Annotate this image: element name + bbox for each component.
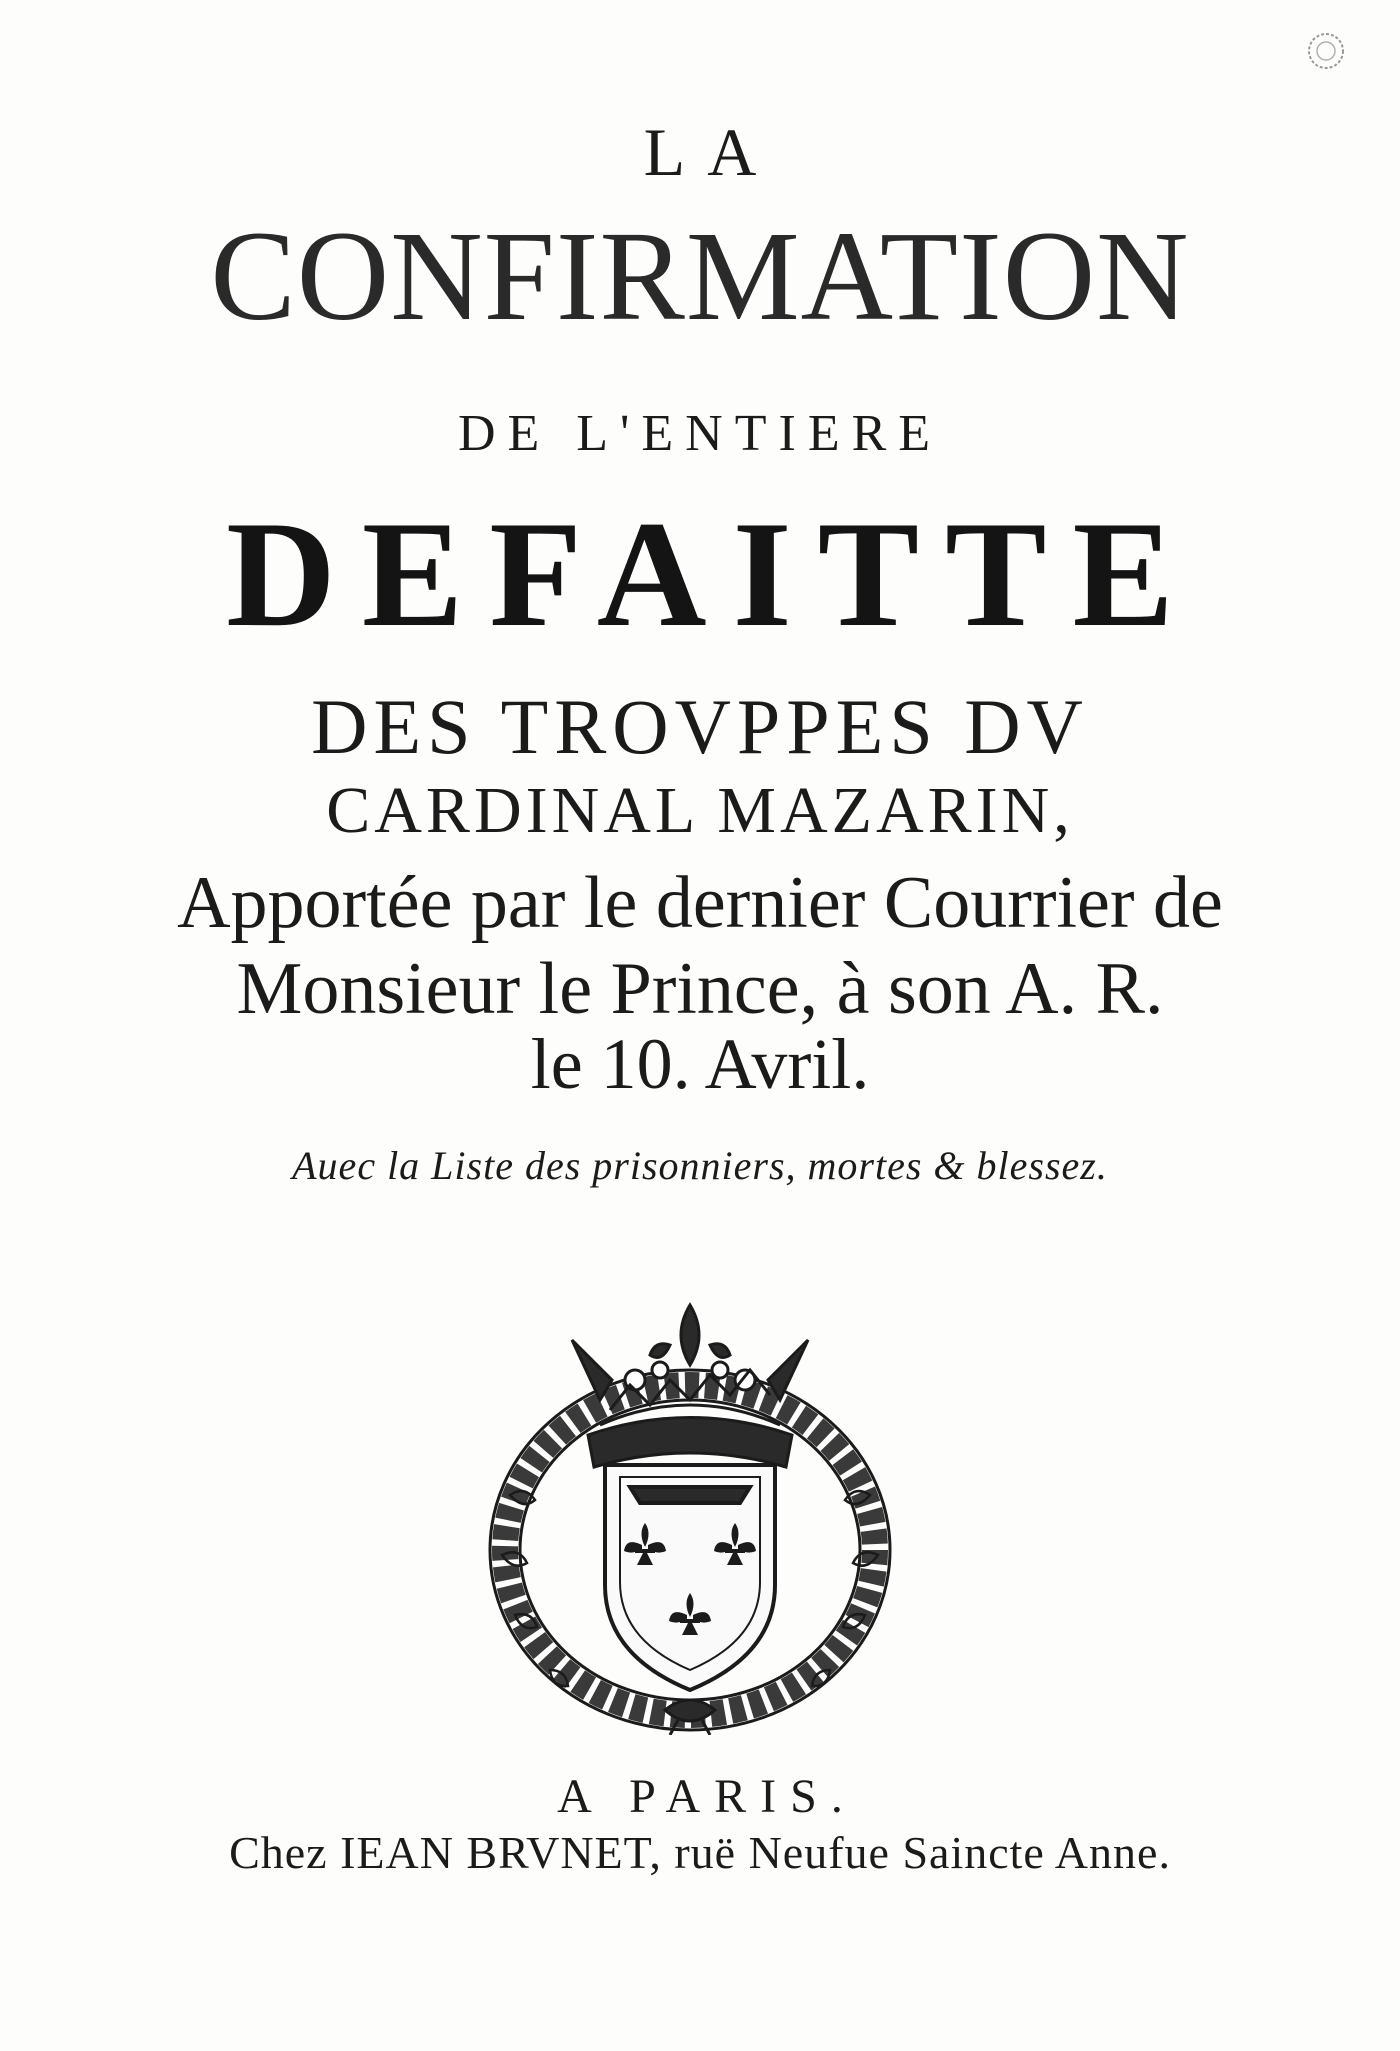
title-monsieur-line: Monsieur le Prince, à son A. R. xyxy=(236,948,1164,1030)
imprint-city: A PARIS. xyxy=(557,1770,857,1823)
title-de-lentiere: DE L'ENTIERE xyxy=(457,405,943,462)
title-date-line: le 10. Avril. xyxy=(530,1024,870,1104)
royal-coat-of-arms-icon xyxy=(440,1265,940,1735)
imprint-printer: Chez IEAN BRVNET, ruë Neufue Saincte Anne. xyxy=(229,1827,1171,1878)
title-cardinal-mazarin: CARDINAL MAZARIN, xyxy=(326,774,1074,847)
title-des-troupes: DES TROVPPES DV xyxy=(311,683,1089,770)
library-stamp-icon xyxy=(1305,30,1347,72)
title-apportee-line: Apportée par le dernier Courrier de xyxy=(177,862,1223,944)
title-confirmation: CONFIRMATION xyxy=(210,205,1190,347)
title-defaitte: DEFAITTE xyxy=(226,490,1200,658)
title-article: LA xyxy=(643,114,779,190)
subtitle-list: Auec la Liste des prisonniers, mortes & blessez. xyxy=(292,1143,1108,1188)
